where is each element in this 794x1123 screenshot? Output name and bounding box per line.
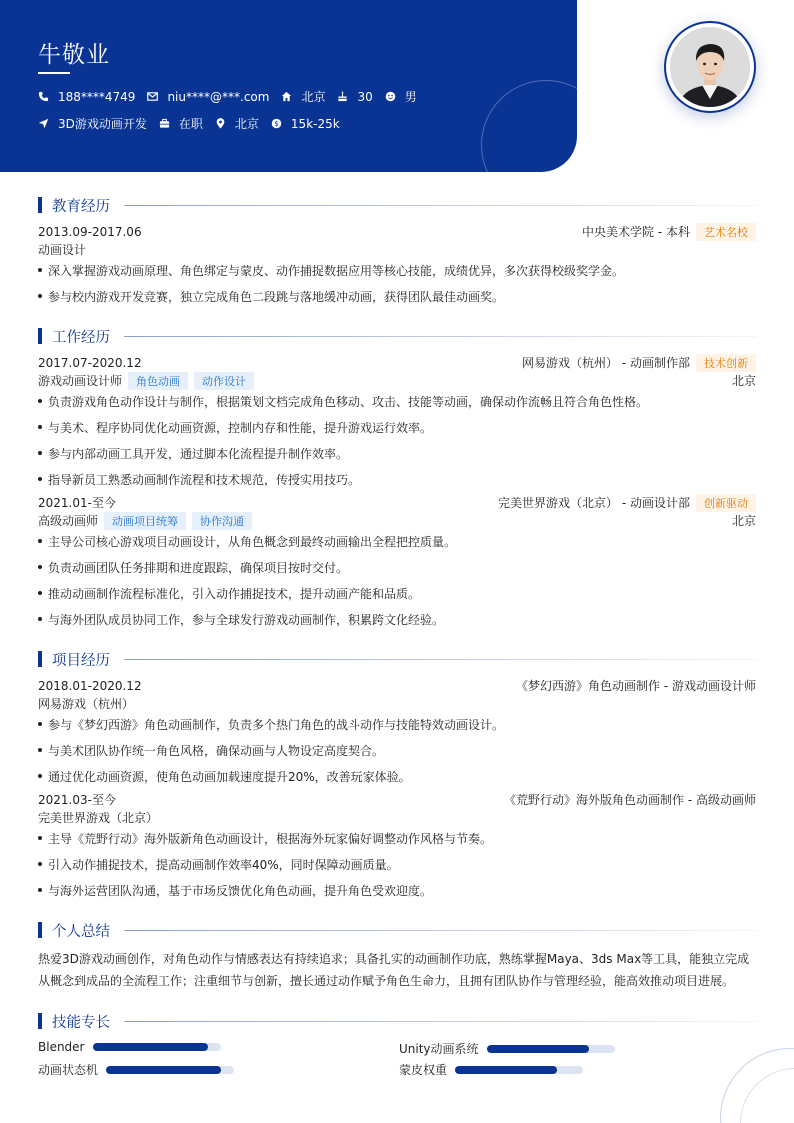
skill-tag: 协作沟通: [192, 512, 252, 530]
list-item: 参与内部动画工具开发，通过脚本化流程提升制作效率。: [38, 445, 756, 462]
list-item: 与海外团队成员协同工作，参与全球发行游戏动画制作，积累跨文化经验。: [38, 611, 756, 628]
project-name: 《荒野行动》海外版角色动画制作 - 高级动画师: [504, 793, 756, 807]
education-header-row: [38, 223, 756, 240]
company-tag: 创新驱动: [696, 494, 756, 512]
skill-item: [399, 1040, 615, 1057]
candidate-name: 牛敬业: [38, 42, 110, 68]
svg-text:$: $: [274, 119, 279, 128]
project-1-company-row: [38, 695, 756, 712]
name-underline: [38, 72, 70, 74]
skill-tag: 动作设计: [194, 372, 254, 390]
project-company: 完美世界游戏（北京）: [38, 811, 159, 825]
education-period: 2013.09-2017.06: [38, 224, 142, 239]
city-text: 北京: [301, 90, 326, 104]
skill-bar-fill: [93, 1043, 208, 1051]
project-2-header-row: [38, 791, 756, 808]
title-accent-bar: [38, 651, 42, 667]
education-section-title: [38, 196, 756, 214]
email-text: niu****@***.com: [167, 89, 270, 104]
target-city-text: 北京: [234, 117, 259, 131]
send-icon: [38, 118, 49, 129]
location-pin-icon: [215, 118, 226, 129]
skill-tag: 动画项目统筹: [104, 512, 186, 530]
work-period: 2021.01-至今: [38, 496, 116, 510]
skill-tag: 角色动画: [128, 372, 188, 390]
education-major-row: [38, 241, 756, 258]
skill-bar-track: [455, 1066, 583, 1074]
skill-bar-fill: [487, 1045, 589, 1053]
title-divider: [124, 205, 756, 206]
phone-icon: [38, 91, 49, 102]
job-target-item: [38, 115, 147, 132]
job-target-text: 3D游戏动画开发: [58, 117, 147, 131]
project-period: 2021.03-至今: [38, 793, 116, 807]
contact-row: [38, 88, 429, 105]
avatar: [670, 27, 750, 107]
list-item: 与美术、程序协同优化动画资源，控制内存和性能，提升游戏运行效率。: [38, 419, 756, 436]
title-divider: [124, 930, 756, 931]
list-item: 推动动画制作流程标准化，引入动作捕捉技术，提升动画产能和品质。: [38, 585, 756, 602]
age-text: 30: [357, 89, 373, 104]
title-accent-bar: [38, 328, 42, 344]
skill-name: Blender: [38, 1040, 85, 1054]
avatar-frame: [664, 21, 756, 113]
decorative-circle: [481, 80, 577, 172]
title-accent-bar: [38, 922, 42, 938]
status-item: [159, 115, 203, 132]
skill-name: Unity动画系统: [399, 1042, 479, 1056]
project-2-company-row: [38, 809, 756, 826]
education-major: 动画设计: [38, 243, 87, 257]
company-tag: 技术创新: [696, 354, 756, 372]
work-company: 完美世界游戏（北京） - 动画设计部: [498, 496, 690, 510]
skill-item: [38, 1061, 234, 1078]
work-1-header-row: [38, 354, 756, 371]
title-divider: [124, 659, 756, 660]
section-heading: 教育经历: [52, 198, 110, 215]
skill-item: [399, 1061, 583, 1078]
list-item: 主导公司核心游戏项目动画设计，从角色概念到最终动画输出全程把控质量。: [38, 533, 756, 550]
age-item: [337, 90, 372, 104]
list-item: 指导新员工熟悉动画制作流程和技术规范，传授实用技巧。: [38, 471, 756, 488]
phone-text: 188****4749: [58, 89, 136, 104]
job-intent-row: [38, 115, 352, 132]
work-title: 游戏动画设计师: [38, 374, 123, 388]
list-item: 参与校内游戏开发竞赛，独立完成角色二段跳与落地缓冲动画，获得团队最佳动画奖。: [38, 288, 756, 305]
list-item: 参与《梦幻西游》角色动画制作，负责多个热门角色的战斗动作与技能特效动画设计。: [38, 716, 756, 733]
skill-bar-track: [106, 1066, 234, 1074]
section-heading: 项目经历: [52, 652, 110, 669]
status-text: 在职: [178, 117, 203, 131]
skill-bar-fill: [106, 1066, 221, 1074]
header-banner: [0, 0, 577, 172]
salary-text: 15k-25k: [290, 116, 340, 131]
list-item: 与美术团队协作统一角色风格，确保动画与人物设定高度契合。: [38, 742, 756, 759]
cake-icon: [337, 91, 348, 102]
skill-bar-fill: [455, 1066, 557, 1074]
work-period: 2017.07-2020.12: [38, 355, 142, 370]
home-icon: [281, 91, 292, 102]
project-name: 《梦幻西游》角色动画制作 - 游戏动画设计师: [516, 679, 756, 693]
user-icon: [385, 91, 396, 102]
list-item: 负责动画团队任务排期和进度跟踪，确保项目按时交付。: [38, 559, 756, 576]
section-heading: 工作经历: [52, 329, 110, 346]
email-item: [147, 90, 269, 104]
skill-bar-track: [93, 1043, 221, 1051]
work-title: 高级动画师: [38, 514, 99, 528]
gender-text: 男: [404, 90, 417, 104]
skill-bar-track: [487, 1045, 615, 1053]
money-icon: [271, 118, 282, 129]
project-company: 网易游戏（杭州）: [38, 697, 135, 711]
target-city-item: [215, 115, 259, 132]
skill-name: 动画状态机: [38, 1063, 99, 1077]
title-accent-bar: [38, 1013, 42, 1029]
projects-section-title: [38, 650, 756, 668]
city-item: [281, 88, 325, 105]
summary-text: 热爱3D游戏动画创作，对角色动作与情感表达有持续追求；具备扎实的动画制作功底，熟练掌握Maya、3ds Max等工具，能独立完成从概念到成品的全流程工作；注重细节与创新，擅长通过动作赋予角色生命力，且拥有团队协作与管理经验，能高效推动项目进展。: [38, 952, 750, 988]
title-divider: [124, 336, 756, 337]
summary-section-title: [38, 921, 756, 939]
title-accent-bar: [38, 197, 42, 213]
work-1-title-row: [38, 372, 756, 389]
list-item: 引入动作捕捉技术，提高动画制作效率40%，同时保障动画质量。: [38, 856, 756, 873]
work-company: 网易游戏（杭州） - 动画制作部: [522, 356, 690, 370]
list-item: 通过优化动画资源，使角色动画加载速度提升20%，改善玩家体验。: [38, 768, 756, 785]
work-city: 北京: [731, 514, 756, 528]
section-heading: 个人总结: [52, 923, 110, 940]
skills-section-title: [38, 1012, 756, 1030]
section-heading: 技能专长: [52, 1014, 110, 1031]
portrait-photo: [670, 27, 750, 107]
list-item: 与海外运营团队沟通，基于市场反馈优化角色动画，提升角色受欢迎度。: [38, 882, 756, 899]
email-icon: [147, 91, 158, 102]
phone-item: [38, 90, 135, 104]
work-city: 北京: [731, 374, 756, 388]
skill-item: [38, 1040, 221, 1054]
work-section-title: [38, 327, 756, 345]
work-2-title-row: [38, 512, 756, 529]
list-item: 主导《荒野行动》海外版新角色动画设计，根据海外玩家偏好调整动作风格与节奏。: [38, 830, 756, 847]
education-tag: 艺术名校: [696, 223, 756, 241]
project-1-header-row: [38, 677, 756, 694]
skill-name: 蒙皮权重: [399, 1063, 448, 1077]
salary-item: [271, 117, 340, 131]
list-item: 深入掌握游戏动画原理、角色绑定与蒙皮、动作捕捉数据应用等核心技能，成绩优异，多次获得校级奖学金。: [38, 262, 756, 279]
gender-item: [385, 88, 417, 105]
education-school: 中央美术学院 - 本科: [582, 225, 690, 239]
briefcase-icon: [159, 118, 170, 129]
title-divider: [124, 1021, 756, 1022]
project-period: 2018.01-2020.12: [38, 678, 142, 693]
work-2-header-row: [38, 494, 756, 511]
list-item: 负责游戏角色动作设计与制作，根据策划文档完成角色移动、攻击、技能等动画，确保动作流畅且符合角色性格。: [38, 393, 756, 410]
